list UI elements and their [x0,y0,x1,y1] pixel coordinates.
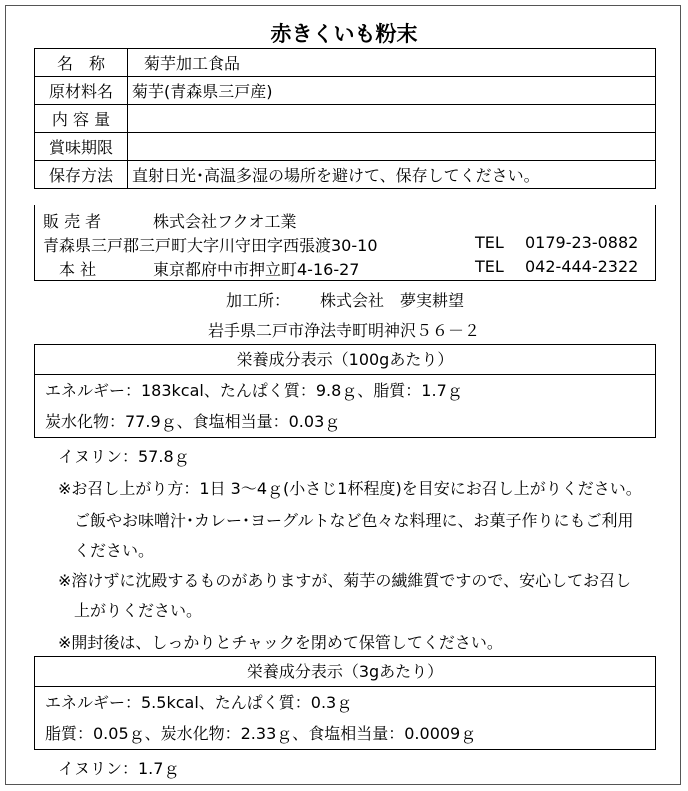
hq-tel: 042-444-2322 [525,257,639,276]
hq-label: 本 社 [59,260,97,279]
row-value: 菊芋加工食品 [128,49,656,77]
row-value [128,133,656,161]
hq-address: 東京都府中市押立町4-16-27 [153,260,360,279]
note-line: 上がりください。 [74,601,203,620]
note-line: ※溶けずに沈殿するものがありますが、菊芋の繊維質ですので、安心してお召し [58,571,632,590]
row-label: 内 容 量 [35,105,128,133]
seller-address: 青森県三戸郡三戸町大字川守田字西張渡30-10 [43,236,378,255]
hq-tel-label: TEL [475,257,504,276]
note-line: ください。 [74,541,155,560]
note-line: ご飯やお味噌汁･カレー･ヨーグルトなど色々な料理に、お菓子作りにもご利用 [74,511,634,530]
row-value [128,105,656,133]
row-label: 賞味期限 [35,133,128,161]
row-label: 原材料名 [35,77,128,105]
note-line: ※お召し上がり方：1日 3～4ｇ(小さじ1杯程度)を目安にお召し上がりください。 [58,479,642,498]
nutrition-header: 栄養成分表示（3gあたり） [35,657,655,687]
seller-block [34,205,656,281]
nutrition-header: 栄養成分表示（100gあたり） [35,345,655,375]
seller-label: 販 売 者 [43,212,102,231]
row-label: 保存方法 [35,161,128,189]
processor-label: 加工所： [226,291,291,310]
product-title: 赤きくいも粉末 [270,22,418,46]
processor-name: 株式会社 夢実耕望 [320,291,465,310]
nutrition-box-100g [34,344,656,438]
seller-tel: 0179-23-0882 [525,233,639,252]
nutrition-line: エネルギー：5.5kcal、たんぱく質：0.3ｇ [45,693,353,712]
inulin-3g: イヌリン：1.7ｇ [58,759,180,778]
processor-address: 岩手県二戸市浄法寺町明神沢５６－２ [208,321,481,340]
nutrition-line: エネルギー：183kcal、たんぱく質：9.8ｇ、脂質：1.7ｇ [45,381,463,400]
nutrition-line: 脂質：0.05ｇ、炭水化物：2.33ｇ、食塩相当量：0.0009ｇ [45,724,477,743]
product-info-table [34,48,656,189]
table-row [35,105,656,133]
inulin-100g: イヌリン：57.8ｇ [58,447,190,466]
seller-company: 株式会社フクオ工業 [153,212,297,231]
row-value: 菊芋(青森県三戸産) [128,77,656,105]
table-row [35,161,656,189]
table-row [35,49,656,77]
note-line: ※開封後は、しっかりとチャックを閉めて保管してください。 [58,633,503,652]
table-row [35,133,656,161]
table-row [35,77,656,105]
row-value: 直射日光･高温多湿の場所を避けて、保存してください。 [128,161,656,189]
nutrition-line: 炭水化物：77.9ｇ、食塩相当量：0.03ｇ [45,412,341,431]
nutrition-box-3g [34,656,656,750]
seller-tel-label: TEL [475,233,504,252]
row-label: 名 称 [35,49,128,77]
